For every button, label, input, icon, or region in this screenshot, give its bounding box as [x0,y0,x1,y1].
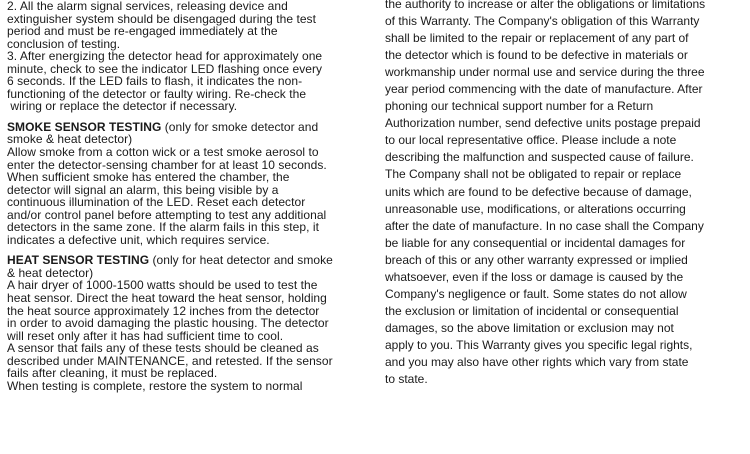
text-line: described under MAINTENANCE, and retested. If the sensor [7,353,333,368]
text-line: in order to avoid damaging the plastic housing. The detector [7,316,329,331]
warranty-text-line: whatsoever, even if the loss or damage is caused by the [385,269,684,284]
text-line: will reset only after it has had sufficient time to cool. [7,328,284,343]
text-line: wiring or replace the detector if necessary. [7,99,238,114]
text-line: 2. All the alarm signal services, releasing device and [7,0,288,13]
warranty-text-line: units which are found to be defective because of damage, [385,184,692,199]
heat-sensor-testing-section [7,254,373,392]
text-line: 6 seconds. If the LED fails to flash, it indicates the non- [7,74,303,89]
warranty-text-line: workmanship under normal use and service during the three [385,65,705,80]
warranty-text-line: apply to you. This Warranty gives you specific legal rights, [385,337,693,352]
text-line: conclusion of testing. [7,36,121,51]
text-line: extinguisher system should be disengaged during the test [7,11,316,26]
section-heading-note: (only for heat detector and smoke [149,253,333,268]
section-heading-note: (only for smoke detector and [161,119,319,134]
warranty-text-line: The Company shall not be obligated to repair or replace [385,167,682,182]
text-line: When sufficient smoke has entered the chamber, the [7,170,290,185]
warranty-text-line: of this Warranty. The Company's obligation of this Warranty [385,14,700,29]
warranty-text-line: be liable for any consequential or incidental damages for [385,235,686,250]
warranty-text-line: shall be limited to the repair or replacement of any part of [385,31,689,46]
warranty-text-line: after the date of manufacture. In no case shall the Company [385,218,704,233]
text-line: functioning of the detector or faulty wiring. Re-check the [7,86,307,101]
warranty-text-line: Authorization number, send defective units postage prepaid [385,116,701,131]
text-line: period and must be re-engaged immediately at the [7,24,278,39]
text-line: A hair dryer of 1000-1500 watts should be used to test the [7,278,318,293]
section-heading: SMOKE SENSOR TESTING [7,119,162,134]
left-column [7,0,373,392]
warranty-text-line: the detector which is found to be defective in materials or [385,48,688,63]
section-heading-note: & heat detector) [7,265,94,280]
warranty-text-line: year period commencing with the date of manufacture. After [385,82,703,97]
text-line: the heat source approximately 12 inches from the detector [7,303,320,318]
warranty-text-line: Company's negligence or fault. Some states do not allow [385,286,687,301]
warranty-column [385,0,747,388]
text-line: detector will signal an alarm, this being visible by a [7,182,279,197]
text-line: When testing is complete, restore the system to normal [7,378,303,393]
warranty-text-line: unreasonable use, modifications, or alterations occurring [385,201,686,216]
section-heading: HEAT SENSOR TESTING [7,253,150,268]
section-heading-note: smoke & heat detector) [7,132,133,147]
text-line: 3. After energizing the detector head for approximately one [7,49,323,64]
testing-steps-intro [7,0,373,113]
warranty-text-line: breach of this or any other warranty expressed or implied [385,252,688,267]
smoke-sensor-testing-section [7,121,373,246]
warranty-text-line: damages, so the above limitation or exclusion may not [385,320,674,335]
text-line: and/or control panel before attempting to test any additional [7,207,327,222]
text-line: Allow smoke from a cotton wick or a test smoke aerosol to [7,145,319,160]
warranty-text-line: the authority to increase or alter the obligations or limitations [385,0,706,11]
warranty-text-line: phoning our technical support number for a Return [385,99,654,114]
warranty-text-line: to our local representative office. Please include a note [385,133,677,148]
text-line: enter the detector-sensing chamber for at least 10 seconds. [7,157,327,172]
text-line: A sensor that fails any of these tests should be cleaned as [7,341,319,356]
text-line: fails after cleaning, it must be replaced. [7,366,218,381]
text-line: minute, check to see the indicator LED flashing once every [7,61,323,76]
warranty-text-line: to state. [385,372,428,387]
text-line: heat sensor. Direct the heat toward the heat sensor, holding [7,291,327,306]
text-line: detectors in the same zone. If the alarm fails in this step, it [7,220,319,235]
warranty-text-line: describing the malfunction and suspected cause of failure. [385,150,694,165]
warranty-text-line: and you may also have other rights which vary from state [385,354,689,369]
warranty-text-line: the exclusion or limitation of incidental or consequential [385,303,679,318]
text-line: indicates a defective unit, which requires service. [7,232,270,247]
text-line: continuous illumination of the LED. Reset each detector [7,195,306,210]
